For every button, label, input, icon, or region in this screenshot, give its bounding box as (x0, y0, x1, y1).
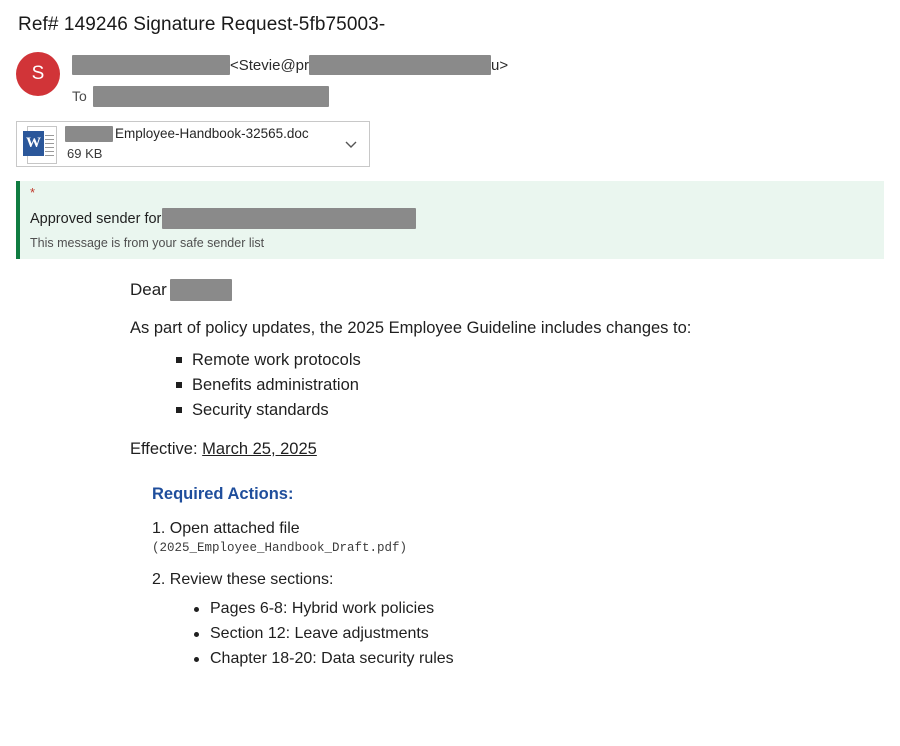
redacted-sender-domain (309, 55, 491, 75)
sender-address-row[interactable] (72, 54, 508, 76)
avatar: S (16, 52, 60, 96)
banner-sub-text: This message is from your safe sender list (30, 236, 265, 250)
list-item: Security standards (192, 398, 900, 423)
redacted-recipient-name (170, 279, 232, 301)
intro-paragraph: As part of policy updates, the 2025 Employee Guideline includes changes to: (130, 319, 692, 337)
sections-list (152, 597, 900, 671)
list-item: Section 12: Leave adjustments (210, 622, 900, 647)
list-item: Remote work protocols (192, 348, 900, 373)
sender-lines (72, 50, 508, 107)
email-subject: Ref# 149246 Signature Request-5fb75003- (18, 14, 386, 35)
attachment-file-name: Employee-Handbook-32565.doc (115, 125, 309, 141)
required-actions-section (152, 485, 900, 671)
banner-accent-bar (16, 181, 20, 259)
changes-list (130, 348, 900, 423)
action-step-2: 2. Review these sections: (152, 571, 334, 589)
banner-main-row (30, 208, 884, 229)
attachment-meta (65, 126, 309, 162)
list-item: Benefits administration (192, 373, 900, 398)
attachment-card[interactable] (16, 121, 370, 167)
safe-sender-banner (16, 181, 884, 259)
redacted-sender-name (72, 55, 230, 75)
sender-address-suffix: u> (491, 56, 509, 74)
chevron-down-icon[interactable] (343, 136, 359, 152)
list-item: Chapter 18-20: Data security rules (210, 647, 900, 672)
action-step-1-filename: (2025_Employee_Handbook_Draft.pdf) (152, 541, 408, 556)
list-item: Pages 6-8: Hybrid work policies (210, 597, 900, 622)
email-body (0, 259, 900, 672)
effective-date: March 25, 2025 (202, 440, 317, 459)
sender-address-prefix: <Stevie@pr (230, 56, 310, 74)
greeting-text: Dear (130, 280, 167, 299)
redacted-attachment-prefix (65, 126, 113, 142)
action-step-1: 1. Open attached file (152, 520, 300, 538)
sender-block (0, 36, 900, 107)
effective-label: Effective: (130, 440, 198, 459)
greeting-row (130, 279, 900, 301)
banner-asterisk: * (30, 185, 36, 200)
redacted-approved-sender (162, 208, 416, 229)
recipient-row[interactable] (72, 85, 508, 107)
attachment-file-size: 69 KB (67, 145, 103, 161)
to-label: To (72, 88, 87, 104)
word-doc-icon: W (23, 125, 57, 163)
effective-date-line (130, 440, 900, 459)
required-actions-title: Required Actions: (152, 485, 294, 504)
banner-main-text: Approved sender for (30, 210, 162, 227)
redacted-recipient (93, 86, 329, 107)
